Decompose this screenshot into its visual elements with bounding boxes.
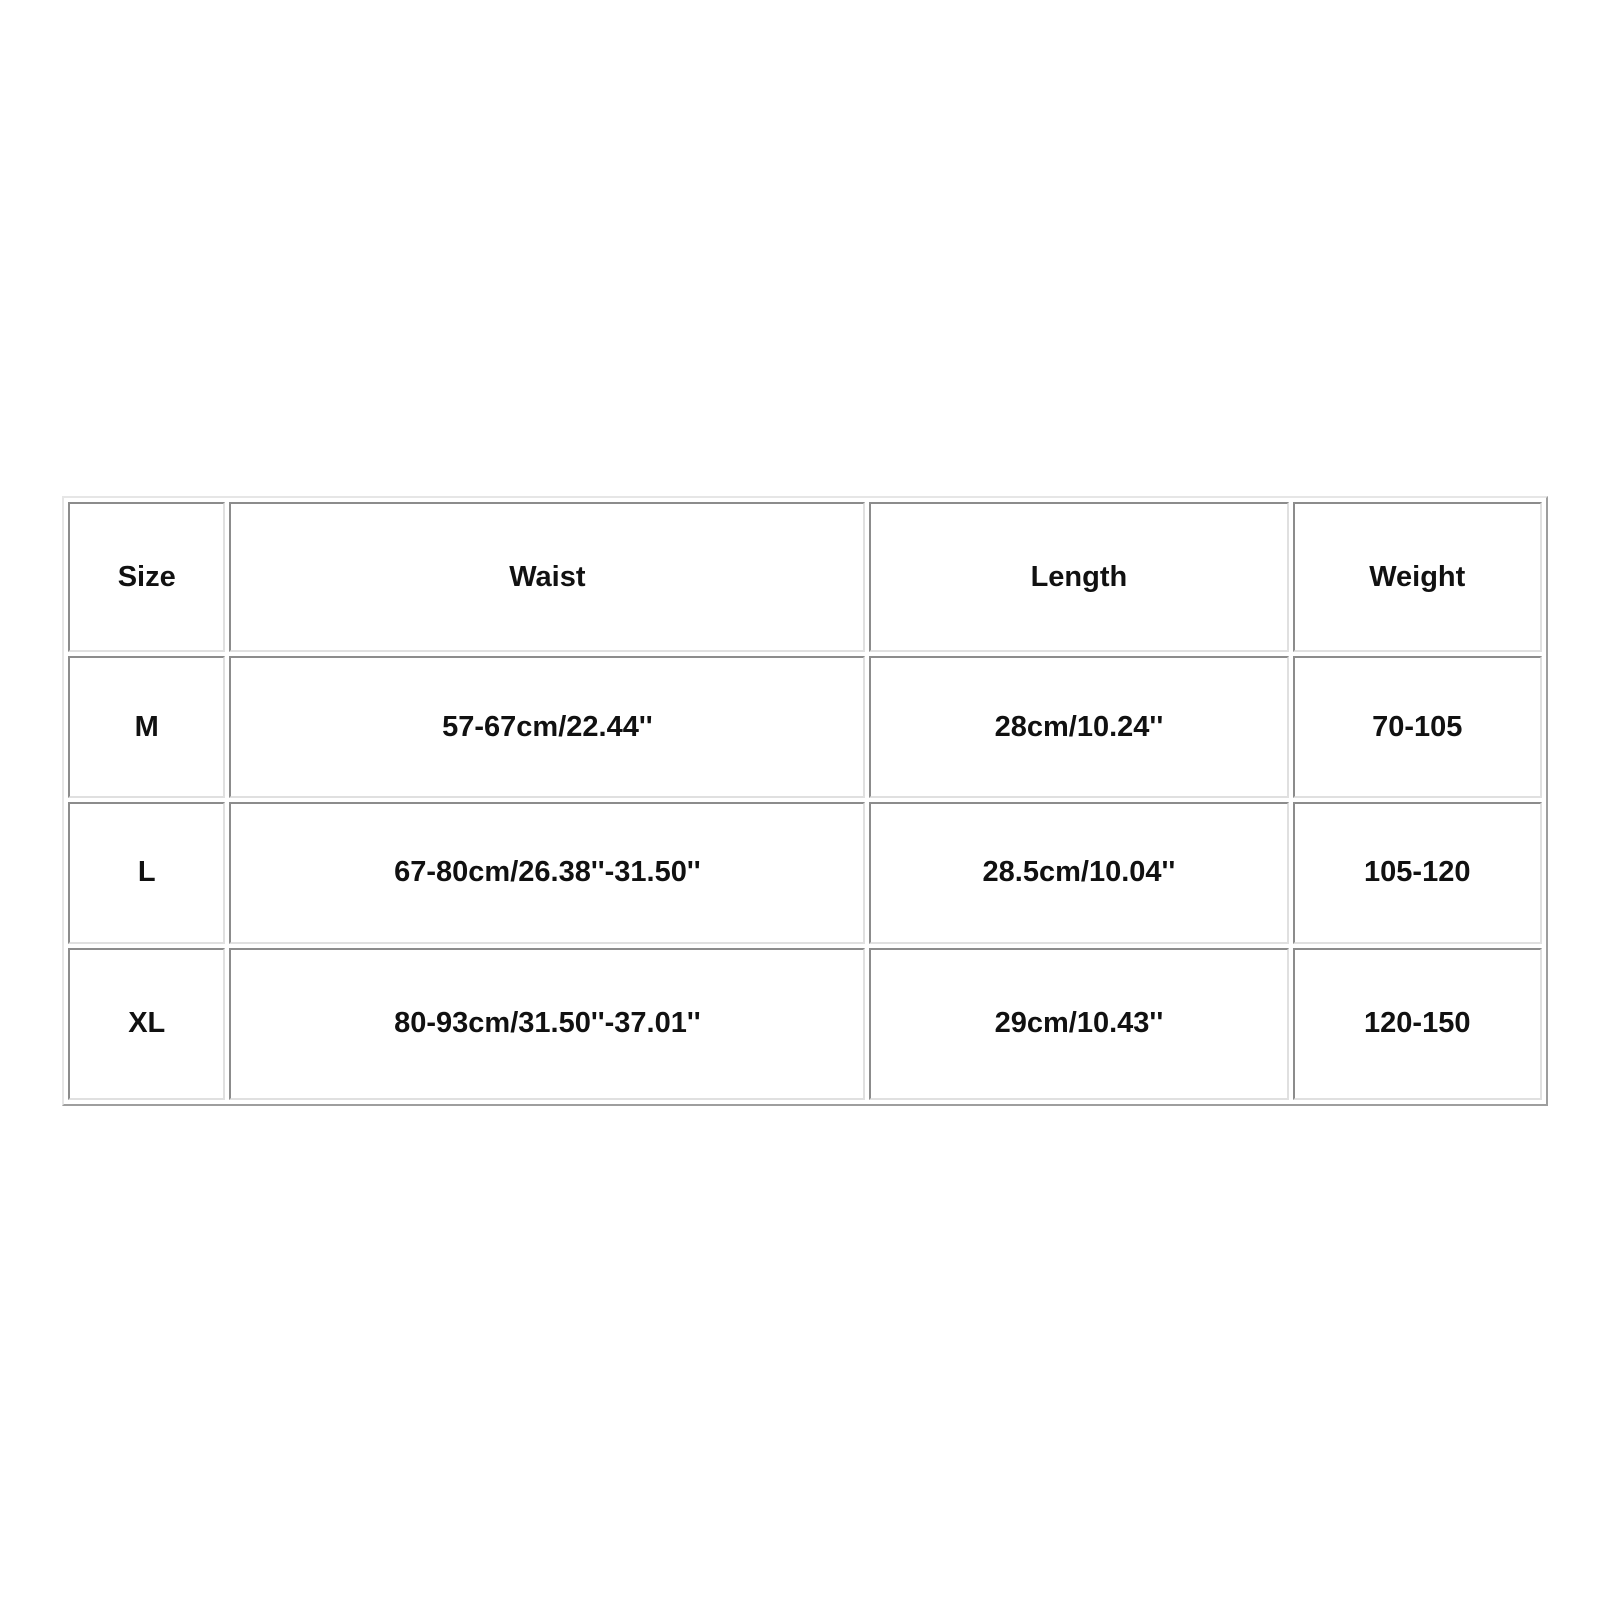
- header-size: Size: [68, 502, 225, 652]
- cell-size: M: [68, 656, 225, 798]
- cell-waist: 80-93cm/31.50''-37.01'': [229, 948, 865, 1100]
- cell-waist: 67-80cm/26.38''-31.50'': [229, 802, 865, 944]
- table-row: [68, 656, 1542, 798]
- cell-weight: 120-150: [1293, 948, 1542, 1100]
- size-chart-table: [62, 496, 1548, 1106]
- table-row: [68, 948, 1542, 1100]
- table-row: [68, 802, 1542, 944]
- cell-size: L: [68, 802, 225, 944]
- header-weight: Weight: [1293, 502, 1542, 652]
- cell-weight: 70-105: [1293, 656, 1542, 798]
- cell-length: 28.5cm/10.04'': [869, 802, 1288, 944]
- cell-length: 29cm/10.43'': [869, 948, 1288, 1100]
- cell-waist: 57-67cm/22.44'': [229, 656, 865, 798]
- cell-size: XL: [68, 948, 225, 1100]
- header-waist: Waist: [229, 502, 865, 652]
- cell-length: 28cm/10.24'': [869, 656, 1288, 798]
- header-length: Length: [869, 502, 1288, 652]
- table-header-row: [68, 502, 1542, 652]
- cell-weight: 105-120: [1293, 802, 1542, 944]
